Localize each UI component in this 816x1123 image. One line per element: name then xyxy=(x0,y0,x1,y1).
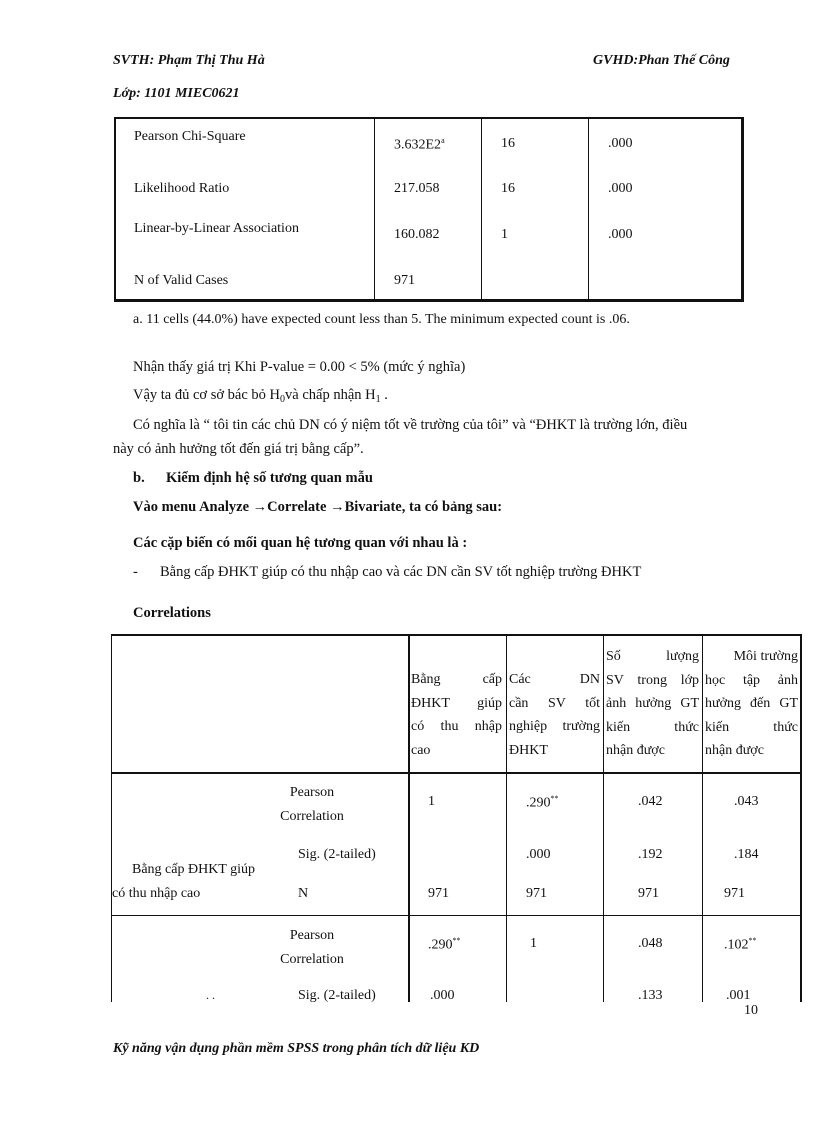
chi-row-df: 16 xyxy=(501,181,515,196)
arrow-icon: → xyxy=(252,499,268,515)
cell-value: .001 xyxy=(726,988,751,1003)
cell-value: .184 xyxy=(734,847,759,862)
chi-row-sig: .000 xyxy=(608,227,633,242)
cell-value: .042 xyxy=(638,794,663,809)
correlations-table xyxy=(111,634,802,1002)
cell-value: 971 xyxy=(428,886,449,901)
cell-value: .043 xyxy=(734,794,759,809)
cell-value: .290** xyxy=(428,936,461,953)
cell-value: .290** xyxy=(526,794,559,811)
chi-row-sig: .000 xyxy=(608,136,633,151)
cell-value: 971 xyxy=(724,886,745,901)
menu-path: Vào menu Analyze →Correlate →Bivariate, ta có bảng sau: xyxy=(133,499,503,515)
stat-label-sig: Sig. (2-tailed) xyxy=(298,988,376,1003)
pairs-title: Các cặp biến có mối quan hệ tương quan với nhau là : xyxy=(133,535,468,551)
cell-value: .048 xyxy=(638,936,663,951)
cell-value: 971 xyxy=(526,886,547,901)
row-var-name-partial: . . xyxy=(206,988,215,1002)
chi-row-value: 217.058 xyxy=(394,181,440,196)
correlations-title: Correlations xyxy=(133,605,211,621)
footer: Kỹ năng vận dụng phần mềm SPSS trong phân tích dữ liệu KD xyxy=(113,1041,480,1056)
section-label: b. xyxy=(133,470,145,486)
col-header-moi-truong: Môi trường học tập ảnh hưởng đến GT kiến thức nhận được xyxy=(705,649,798,758)
cell-value: .192 xyxy=(638,847,663,862)
chi-row-value: 971 xyxy=(394,273,415,288)
body-line-3b: này có ảnh hưởng tốt đến giá trị bằng cấp”. xyxy=(113,441,364,457)
chi-row-value: 3.632E2$^a$ xyxy=(394,136,445,153)
cell-value: .133 xyxy=(638,988,663,1003)
bullet-text: Bằng cấp ĐHKT giúp có thu nhập cao và các DN cần SV tốt nghiệp trường ĐHKT xyxy=(160,564,642,580)
body-line-2: Vậy ta đủ cơ sở bác bỏ $H_0và$ chấp nhận $H_1$ . xyxy=(133,387,388,405)
page-number: 10 xyxy=(744,1003,758,1018)
chi-footnote: a. 11 cells (44.0%) have expected count less than 5. The minimum expected count is .06. xyxy=(133,312,630,327)
header-class: Lớp: 1101 MIEC0621 xyxy=(113,86,240,101)
cell-value: .000 xyxy=(430,988,455,1003)
row-var-name: Bằng cấp ĐHKT giúp xyxy=(132,862,255,877)
cell-value: 1 xyxy=(428,794,435,809)
cell-value: 971 xyxy=(638,886,659,901)
stat-label-pearson: Pearson Correlation xyxy=(280,928,344,967)
cell-value: 1 xyxy=(530,936,537,951)
header-student: SVTH: Phạm Thị Thu Hà xyxy=(113,53,265,68)
stat-label-n: N xyxy=(298,886,309,901)
col-header-bang-cap: Bằng cấp ĐHKT giúp có thu nhập cao xyxy=(411,672,502,758)
chi-row-value: 160.082 xyxy=(394,227,440,242)
col-header-so-luong: Số lượng SV trong lớp ảnh hưởng GT kiến thức nhận được xyxy=(606,649,699,758)
chi-row-label: Likelihood Ratio xyxy=(134,181,230,196)
chi-row-sig: .000 xyxy=(608,181,633,196)
header-advisor: GVHD:Phan Thế Công xyxy=(593,53,730,68)
arrow-icon: → xyxy=(330,499,345,515)
body-line-3a: Có nghĩa là “ tôi tin các chủ DN có ý niệm tốt về trường của tôi” và “ĐHKT là trường lớn, điều xyxy=(133,417,688,433)
row-var-name: có thu nhập cao xyxy=(112,886,201,901)
section-title: Kiểm định hệ số tương quan mẫu xyxy=(166,470,373,486)
chi-row-label: Pearson Chi-Square xyxy=(134,129,246,144)
cell-value: .102** xyxy=(724,936,757,953)
chi-row-df: 1 xyxy=(501,227,508,242)
chi-square-table xyxy=(114,117,744,302)
body-line-1: Nhận thấy giá trị Khi P-value = 0.00 < 5% (mức ý nghĩa) xyxy=(133,359,466,375)
stat-label-sig: Sig. (2-tailed) xyxy=(298,847,376,862)
cell-value: .000 xyxy=(526,847,551,862)
bullet-dash: - xyxy=(133,564,138,580)
chi-row-label: Linear-by-Linear Association xyxy=(134,221,299,236)
stat-label-pearson: Pearson Correlation xyxy=(280,785,344,824)
chi-row-df: 16 xyxy=(501,136,515,151)
col-header-cac-dn: Các DN cần SV tốt nghiệp trường ĐHKT xyxy=(509,672,600,758)
chi-row-label: N of Valid Cases xyxy=(134,273,229,288)
